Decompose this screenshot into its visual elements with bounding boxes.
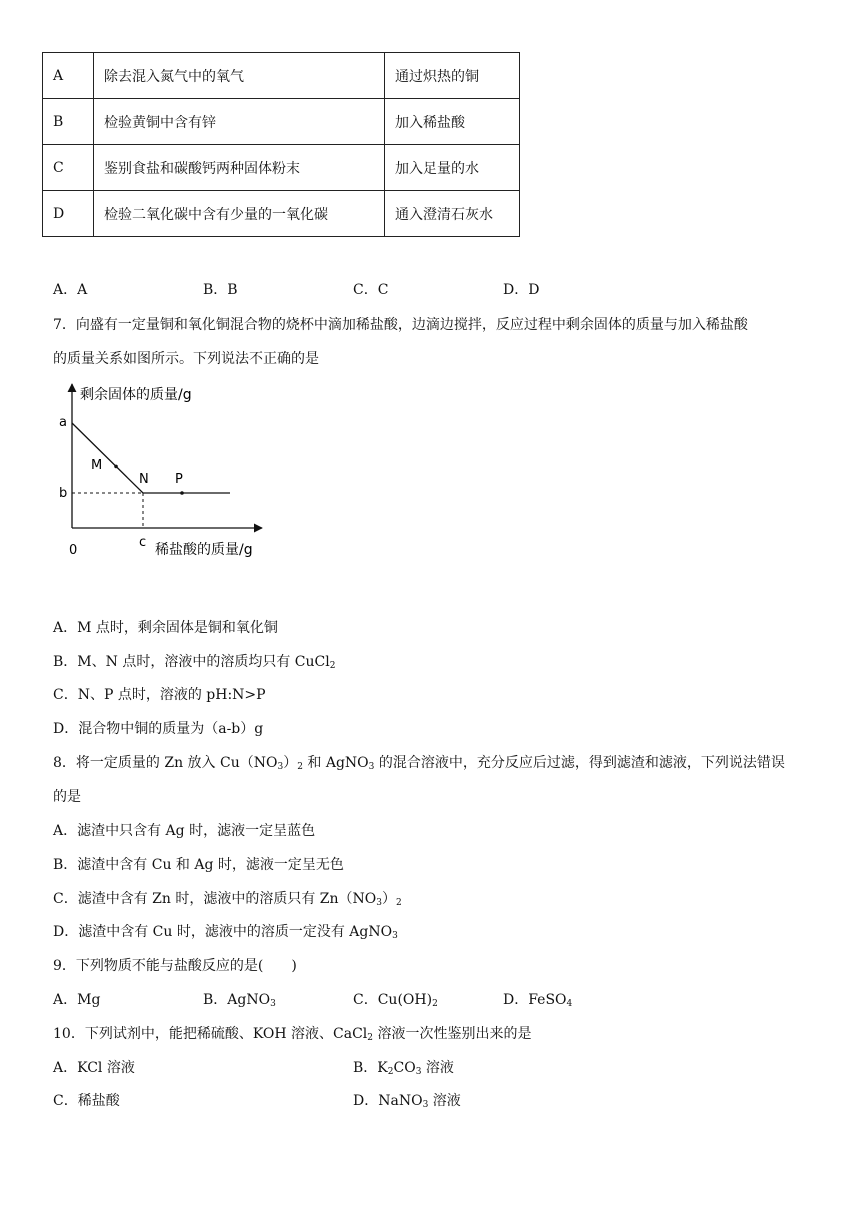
q10-stem: 10．下列试剂中，能把稀硫酸、KOH 溶液、CaCl$_2$ 溶液一次性鉴别出来的是 xyxy=(53,1026,532,1043)
q6-choice-b[interactable]: B．B xyxy=(203,282,238,298)
q10-choice-c[interactable]: C．稀盐酸 xyxy=(53,1093,120,1109)
row-letter: C xyxy=(43,145,94,191)
q7-choice-d[interactable]: D．混合物中铜的质量为（a-b）g xyxy=(53,721,264,737)
table-row xyxy=(43,53,520,99)
q8-stem-line2: 的是 xyxy=(53,789,81,805)
q10-choice-a[interactable]: A．KCl 溶液 xyxy=(53,1060,135,1076)
point-label-p: P xyxy=(175,472,183,487)
row-letter: D xyxy=(43,191,94,237)
row-method: 加入稀盐酸 xyxy=(385,99,520,145)
row-method: 通过炽热的铜 xyxy=(385,53,520,99)
row-purpose: 除去混入氮气中的氧气 xyxy=(94,53,385,99)
x-axis-label: 稀盐酸的质量/g xyxy=(155,542,253,558)
q7-choice-c[interactable]: C．N、P 点时，溶液的 pH:N>P xyxy=(53,687,266,703)
row-purpose: 检验二氧化碳中含有少量的一氧化碳 xyxy=(94,191,385,237)
row-purpose: 鉴别食盐和碳酸钙两种固体粉末 xyxy=(94,145,385,191)
tick-label-a: a xyxy=(59,415,67,430)
row-letter: A xyxy=(43,53,94,99)
point-label-n: N xyxy=(139,472,149,487)
q8-choice-d[interactable]: D．滤渣中含有 Cu 时，滤液中的溶质一定没有 AgNO$_3$ xyxy=(53,924,398,941)
y-axis-label: 剩余固体的质量/g xyxy=(80,387,192,403)
q8-choice-c[interactable]: C．滤渣中含有 Zn 时，滤液中的溶质只有 $Zn(NO_3)_2$ xyxy=(53,891,402,908)
q8-choice-a[interactable]: A．滤渣中只含有 Ag 时，滤液一定呈蓝色 xyxy=(53,823,316,839)
table-row xyxy=(43,99,520,145)
q7-graph xyxy=(50,378,275,563)
q10-choice-b[interactable]: B．$K_2CO_3$ 溶液 xyxy=(353,1060,454,1077)
row-purpose: 检验黄铜中含有锌 xyxy=(94,99,385,145)
row-method: 通入澄清石灰水 xyxy=(385,191,520,237)
q6-choice-c[interactable]: C．C xyxy=(353,282,389,298)
q9-choice-b[interactable]: B．AgNO$_3$ xyxy=(203,992,276,1009)
q7-stem-line2: 的质量关系如图所示。下列说法不正确的是 xyxy=(53,351,319,367)
row-letter: B xyxy=(43,99,94,145)
q7-stem-line1: 7．向盛有一定量铜和氧化铜混合物的烧杯中滴加稀盐酸，边滴边搅拌，反应过程中剩余固体的质量与加入稀盐酸 xyxy=(53,317,748,333)
point-label-m: M xyxy=(91,458,103,473)
row-method: 加入足量的水 xyxy=(385,145,520,191)
q10-choice-d[interactable]: D．NaNO$_3$ 溶液 xyxy=(353,1093,461,1110)
q7-choice-b[interactable]: B．M、N 点时，溶液中的溶质均只有 CuCl$_2$ xyxy=(53,654,336,671)
point-p xyxy=(180,491,184,495)
q6-choice-a[interactable]: A．A xyxy=(53,282,88,298)
tick-label-b: b xyxy=(59,486,68,501)
q8-choice-b[interactable]: B．滤渣中含有 Cu 和 Ag 时，滤液一定呈无色 xyxy=(53,857,344,873)
origin-label: 0 xyxy=(69,543,78,558)
q7-choice-a[interactable]: A．M 点时，剩余固体是铜和氧化铜 xyxy=(53,620,278,636)
q6-choice-d[interactable]: D．D xyxy=(503,282,540,298)
tick-label-c: c xyxy=(139,535,147,550)
q9-choice-a[interactable]: A．Mg xyxy=(53,992,101,1008)
q9-choice-d[interactable]: D．FeSO$_4$ xyxy=(503,992,573,1009)
q6-options-table xyxy=(42,52,520,237)
table-row xyxy=(43,145,520,191)
q9-stem: 9．下列物质不能与盐酸反应的是( ) xyxy=(53,958,297,974)
point-m xyxy=(114,465,118,469)
q8-stem-line1: 8．将一定质量的 Zn 放入 $Cu(NO_3)_2$ 和 AgNO$_3$ 的混合溶液中，充分反应后过滤，得到滤渣和滤液，下列说法错误 xyxy=(53,755,785,772)
table-row xyxy=(43,191,520,237)
q9-choice-c[interactable]: C．$Cu(OH)_2$ xyxy=(353,992,438,1009)
